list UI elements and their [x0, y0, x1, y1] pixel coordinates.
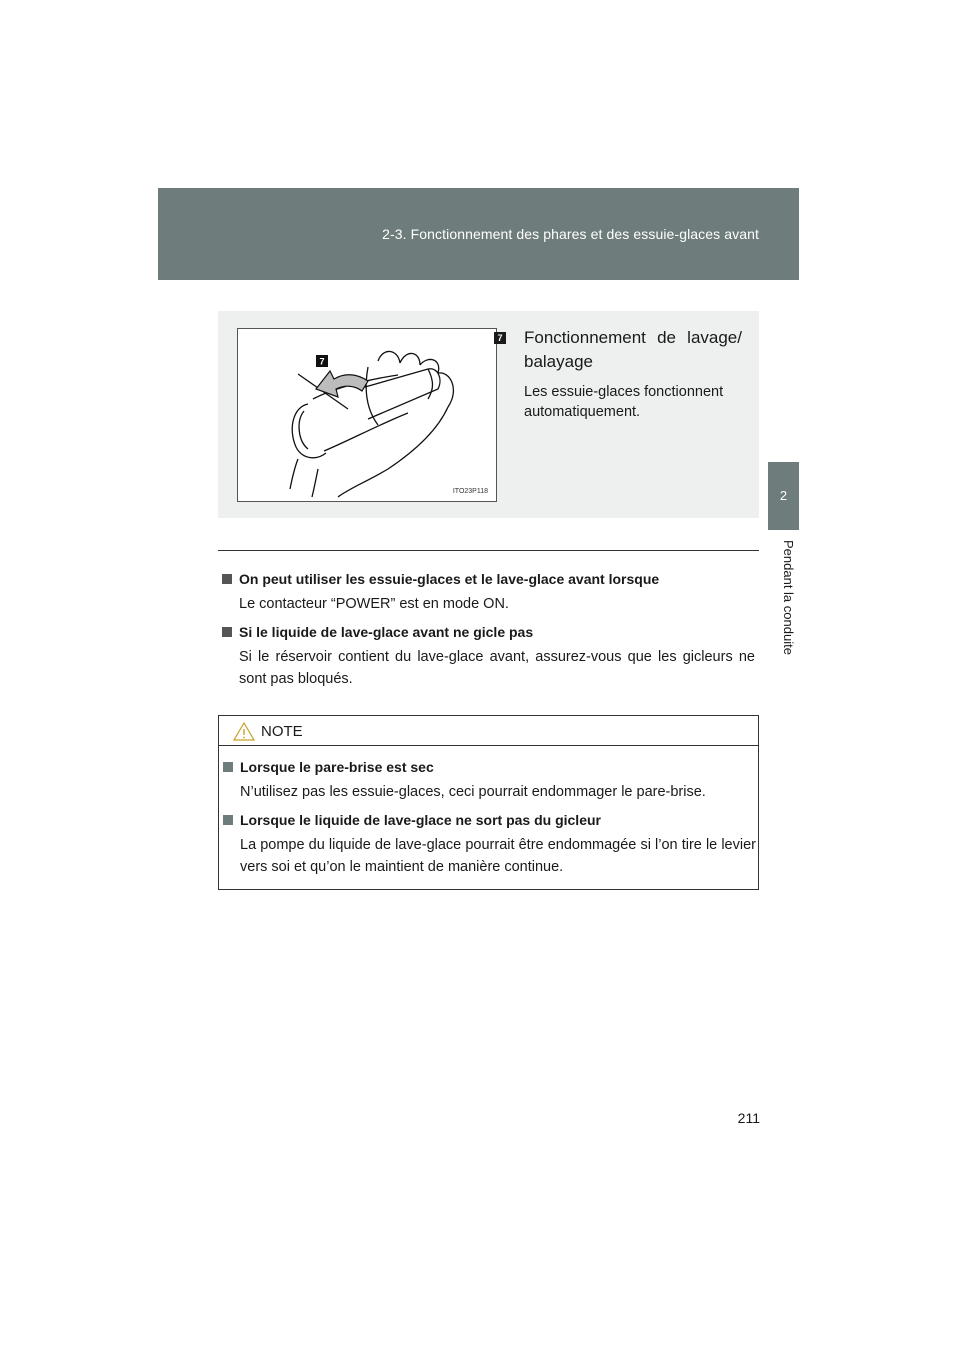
- bullet-square-icon: [223, 762, 233, 772]
- wiper-lever-illustration: [237, 328, 497, 502]
- info-heading: [222, 621, 755, 643]
- figure-panel: [218, 311, 759, 518]
- chapter-number: 2: [779, 488, 788, 503]
- chapter-tab: [768, 462, 799, 530]
- image-code: ITO23P118: [452, 488, 488, 495]
- info-heading-text: Si le liquide de lave-glace avant ne gicle pas: [239, 624, 534, 640]
- section-divider: [218, 550, 759, 551]
- info-heading-text: On peut utiliser les essuie-glaces et le lave-glace avant lorsque: [239, 571, 660, 587]
- bullet-square-icon: [222, 627, 232, 637]
- svg-text:7: 7: [319, 356, 325, 367]
- warning-triangle-icon: [233, 722, 255, 741]
- bullet-square-icon: [223, 815, 233, 825]
- note-heading-text: Lorsque le pare-brise est sec: [240, 759, 434, 775]
- info-text: Le contacteur “POWER” est en mode ON.: [239, 596, 509, 612]
- info-section: [222, 568, 755, 696]
- section-title: 2-3. Fonctionnement des phares et des essuie-glaces avant: [382, 226, 759, 242]
- note-title: NOTE: [261, 723, 303, 740]
- bullet-square-icon: [222, 574, 232, 584]
- header-bar: [158, 188, 799, 280]
- note-heading: [223, 756, 756, 778]
- hand-lever-drawing: [238, 329, 496, 501]
- chapter-label: Pendant la conduite: [781, 540, 796, 655]
- info-text: Si le réservoir contient du lave-glace avant, assurez-vous que les gicleurs ne sont pas bloqués.: [239, 649, 755, 687]
- note-header: [219, 716, 758, 746]
- note-box: [218, 715, 759, 890]
- note-heading-text: Lorsque le liquide de lave-glace ne sort pas du gicleur: [240, 812, 601, 828]
- callout-description: Les essuie-glaces fonctionnent automatiquement.: [524, 384, 724, 420]
- callout-number-badge: 7: [494, 332, 506, 344]
- note-heading: [223, 809, 756, 831]
- note-text: La pompe du liquide de lave-glace pourrait être endommagée si l’on tire le levier vers soi et qu’on le maintient de manière continue.: [240, 837, 756, 875]
- page-number: 211: [737, 1110, 760, 1126]
- note-body: [223, 756, 756, 884]
- note-text: N’utilisez pas les essuie-glaces, ceci pourrait endommager le pare-brise.: [240, 784, 706, 800]
- callout-title: Fonctionnement de lavage/ balayage: [524, 328, 742, 371]
- info-heading: [222, 568, 755, 590]
